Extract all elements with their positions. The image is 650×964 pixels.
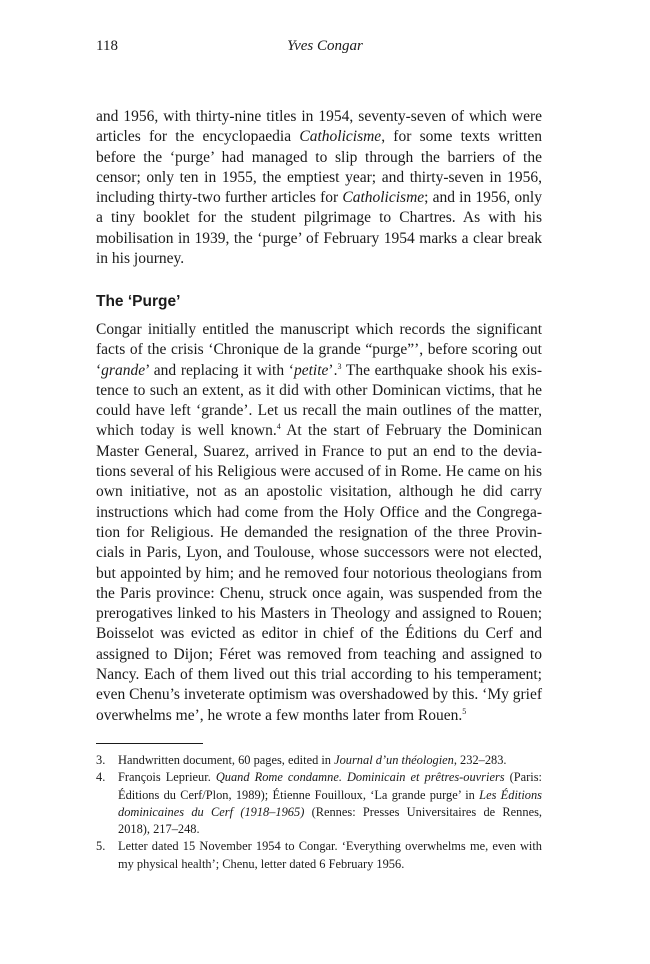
paragraph-text xyxy=(96,107,542,269)
text-run: Congar initially entitled the manuscript which records the significant facts of the crisis ‘Chronique de la grande “purge”’, before scoring out ‘ xyxy=(96,321,542,379)
text-run: At the start of February the Dominican Master General, Suarez, arrived in France to put an end to the deviations several of his Religious were accused of in Rome. He came on his own initiative, not as an apostolic visitation, although he did carry instructions which had come from the Holy Office and the Congregation for Religious. He demanded the resignation of the three Provincials in Paris, Lyon, and Toulouse, whose successors were not elected, but appointed by him; and he removed four notorious theologians from the Paris province: Chenu, struck once again, was suspended from the prerogatives linked to his Masters in Theology and assigned to Rouen; Boisselot was evicted as editor in chief of the Éditions du Cerf and assigned to Dijon; Féret was removed from teaching and assigned to Nancy. Each of them lived out this trial according to his temperament; even Chenu’s inveterate optimism was overshadowed by this. ‘My grief overwhelms me’, he wrote a few months later from Rouen. xyxy=(96,422,542,724)
footnote-ref-5[interactable]: 5 xyxy=(462,706,467,716)
text-run: Handwritten document, 60 pages, edited in xyxy=(118,753,335,767)
footnote-text xyxy=(118,769,542,838)
footnote-ref-3[interactable]: 3 xyxy=(337,361,342,371)
text-run: ’. xyxy=(328,361,338,379)
text-run: , for some texts written before the ‘purge’ had managed to slip through the barriers of the censor; only ten in 1955, the emptiest year; and thirty-seven in 1956, including thirty-two further articles for xyxy=(96,128,542,207)
running-title: Yves Congar xyxy=(287,38,363,54)
italic-title: Les Éditions dominicaines du Cerf (1918–1965) xyxy=(118,787,542,819)
footnote-number: 3. xyxy=(96,753,106,767)
footnote-text xyxy=(118,752,542,769)
text-run: ’ and replacing it with ‘ xyxy=(145,361,294,379)
footnotes xyxy=(96,752,542,873)
section-paragraph xyxy=(96,320,542,726)
text-run: (Rennes: Presses Universitaires de Rennes, 2018), 217–248. xyxy=(118,804,542,837)
section-heading: The ‘Purge’ xyxy=(96,293,181,310)
paragraph-continued xyxy=(96,107,542,269)
text-run: ; and in 1956, only a tiny booklet for the student pilgrimage to Chartres. As with his mobilisation in 1939, the ‘purge’ of February 1954 marks a clear break in his journey. xyxy=(96,189,542,268)
italic-title: Quand Rome condamne. Dominicain et prêtres-ouvriers xyxy=(215,770,505,785)
footnote-number: 5. xyxy=(96,839,106,854)
footnote-divider xyxy=(96,743,203,744)
footnote-4 xyxy=(96,769,542,838)
footnote-number: 4. xyxy=(96,770,106,785)
italic-word: petite xyxy=(293,361,329,379)
page-number: 118 xyxy=(96,38,118,54)
footnote-5 xyxy=(96,838,542,873)
footnote-3 xyxy=(96,752,542,769)
footnote-ref-4[interactable]: 4 xyxy=(276,422,281,432)
italic-title: Catholicisme xyxy=(342,189,425,207)
paragraph-text xyxy=(96,320,542,726)
italic-title: Journal d’un théologien xyxy=(334,753,454,767)
text-run: (Paris: Éditions du Cerf/Plon, 1989); Étienne Fouilloux, ‘La grande purge’ in xyxy=(118,770,542,802)
italic-word: grande xyxy=(101,361,146,379)
text-run: , 232–283. xyxy=(453,753,507,767)
footnote-text: Letter dated 15 November 1954 to Congar. ‘Everything overwhelms me, even with my physical health’; Chenu, letter dated 6 February 1956. xyxy=(118,839,542,871)
text-run: François Leprieur. xyxy=(118,770,216,785)
text-run: and 1956, with thirty-nine titles in 1954, seventy-seven of which were articles for the encyclopaedia xyxy=(96,108,542,146)
italic-title: Catholicisme xyxy=(299,128,382,146)
text-run: The earthquake shook his existence to such an extent, as it did with other Dominican victims, that he could have left ‘grande’. Let us recall the main outlines of the matter, which today is well known. xyxy=(96,361,542,440)
